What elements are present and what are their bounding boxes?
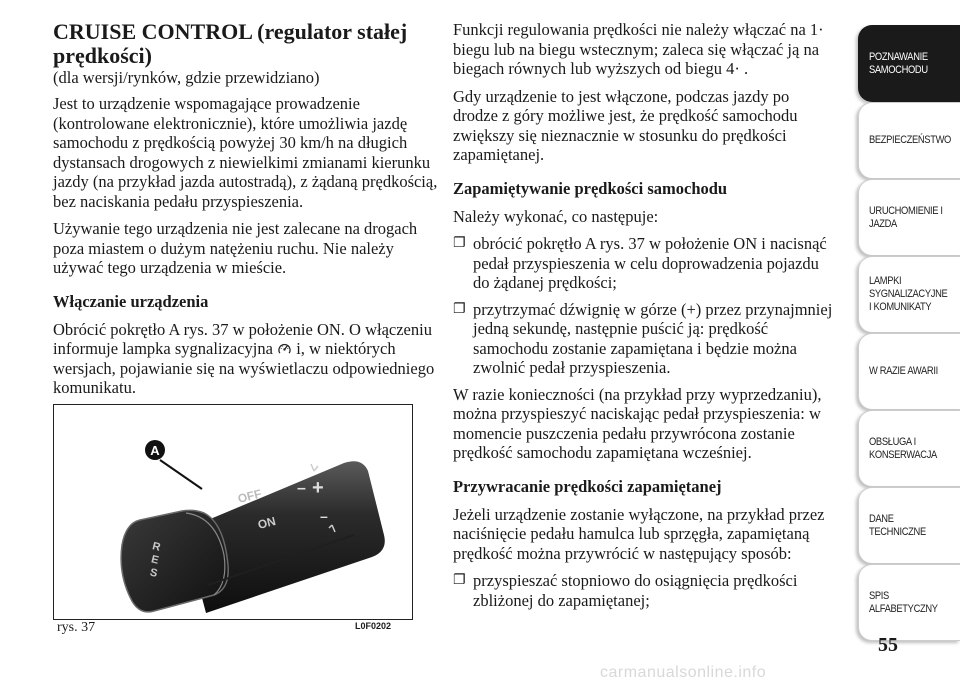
svg-text:E: E [149, 553, 160, 567]
checkbox-bullet-icon: ❐ [453, 300, 466, 317]
callout-line [160, 460, 202, 489]
cruise-control-lamp-icon [277, 342, 292, 356]
section-subtitle: (dla wersji/rynków, gdzie przewidziano) [53, 68, 320, 87]
list-item [453, 300, 838, 378]
svg-text:S: S [148, 566, 159, 580]
tab-label: OBSŁUGA I KONSERWACJA [869, 435, 937, 461]
watermark: carmanualsonline.info [600, 664, 767, 681]
figure-cruise-lever [53, 404, 413, 620]
page-number: 55 [878, 634, 898, 656]
minus-label-lower: – [320, 508, 328, 524]
tab-w-razie-awarii[interactable] [858, 333, 960, 410]
list-item [453, 234, 838, 293]
text: Obrócić pokrętło A rys. 37 w położenie ON. O włączeniu informuje lampka sygnalizacyjna [53, 319, 432, 358]
paragraph: Jest to urządzenie wspomagające prowadzenie (kontrolowane elektronicznie), które umożliwia jazdę samochodu z prędkością powyżej 30 km/h na długich dystansach drogowych z niewielkimi zmianami kierunku jazdy (na przykład jazda autostradą), z żądaną prędkością, bez naciskania pedału przyspieszenia. [53, 94, 438, 211]
callout-a-label: A [150, 443, 160, 458]
list-item-text: obrócić pokrętło A rys. 37 w położenie ON i nacisnąć pedał przyspieszenia w celu doprowadzenia pojazdu do żądanej prędkości; [473, 234, 827, 292]
paragraph-enable [53, 320, 438, 398]
paragraph: Gdy urządzenie to jest włączone, podczas jazdy po drodze z góry możliwe jest, że prędkość samochodu zwiększy się nieznacznie w stosunku do prędkości zapamiętanej. [453, 86, 798, 164]
paragraph: W razie konieczności (na przykład przy wyprzedzaniu), można przyspieszyć naciskając pedał przyspieszenia: w momencie puszczenia pedału przywrócona zostanie prędkość samochodu zapamiętana wcześniej. [453, 384, 822, 462]
checkbox-bullet-icon: ❐ [453, 572, 466, 588]
left-column [53, 20, 438, 406]
res-label: R [151, 540, 162, 554]
tab-label: LAMPKI SYGNALIZACYJNE I KOMUNIKATY [869, 275, 948, 313]
right-column [453, 20, 838, 617]
paragraph: Należy wykonać, co następuje: [453, 206, 659, 226]
tab-label: W RAZIE AWARII [869, 365, 938, 377]
paragraph: Jeżeli urządzenie zostanie wyłączone, na przykład przez naciśnięcie pedału hamulca lub sprzęgła, zapamiętaną prędkość można przywrócić w następujący sposób: [453, 504, 825, 563]
section-title: CRUISE CONTROL (regulator stałej prędkości) [53, 19, 408, 68]
paragraph: Używanie tego urządzenia nie jest zalecane na drogach poza miastem o dużym natężeniu ruchu. Nie należy używać tego urządzenia w mieście. [53, 219, 418, 277]
tab-lampki-sygnalizacyjne[interactable] [858, 256, 960, 333]
tab-dane-techniczne[interactable] [858, 487, 960, 564]
list-item-text: przyspieszać stopniowo do osiągnięcia prędkości zbliżonej do zapamiętanej; [473, 571, 798, 610]
checkbox-bullet-icon: ❐ [453, 235, 466, 251]
chapter-tabs [858, 25, 960, 641]
lever-illustration [54, 405, 412, 619]
tab-poznawanie-samochodu[interactable] [858, 25, 960, 102]
off-label: OFF [236, 486, 264, 506]
tab-spis-alfabetyczny[interactable] [858, 564, 960, 641]
paragraph: Funkcji regulowania prędkości nie należy włączać na 1· biegu lub na biegu wstecznym; zaleca się włączać ją na biegach równych lub wyższych od biegu 4· . [453, 20, 824, 78]
subheading-memory: Zapamiętywanie prędkości samochodu [453, 178, 728, 198]
list-item [453, 571, 838, 610]
plus-label: + [312, 477, 324, 499]
tab-obsluga-i-konserwacja[interactable] [858, 410, 960, 487]
text: i, w niektórych wersjach, pojawianie się na wyświetlaczu odpowiedniego komunikatu. [53, 339, 435, 397]
tab-label: SPIS ALFABETYCZNY [869, 589, 938, 615]
tab-label: URUCHOMIENIE I JAZDA [869, 204, 943, 230]
tab-bezpieczenstwo[interactable] [858, 102, 960, 179]
subheading-enable: Włączanie urządzenia [53, 291, 209, 311]
tab-uruchomienie-i-jazda[interactable] [858, 179, 960, 256]
tab-label: POZNAWANIE SAMOCHODU [869, 50, 928, 76]
list-item-text: przytrzymać dźwignię w górze (+) przez przynajmniej jedną sekundę, następnie puścić ją: prędkość samochodu zostanie zapamiętana i będzie można zwolnić pedał przyspieszenia. [473, 299, 833, 377]
on-label: ON [256, 513, 278, 532]
tab-label: DANE TECHNICZNE [869, 512, 926, 538]
tab-label: BEZPIECZEŃSTWO [869, 134, 951, 146]
subheading-restore: Przywracanie prędkości zapamiętanej [453, 476, 722, 496]
minus-label: – [297, 480, 306, 497]
figure-code: L0F0202 [355, 621, 392, 631]
figure-caption: rys. 37 [57, 620, 96, 635]
